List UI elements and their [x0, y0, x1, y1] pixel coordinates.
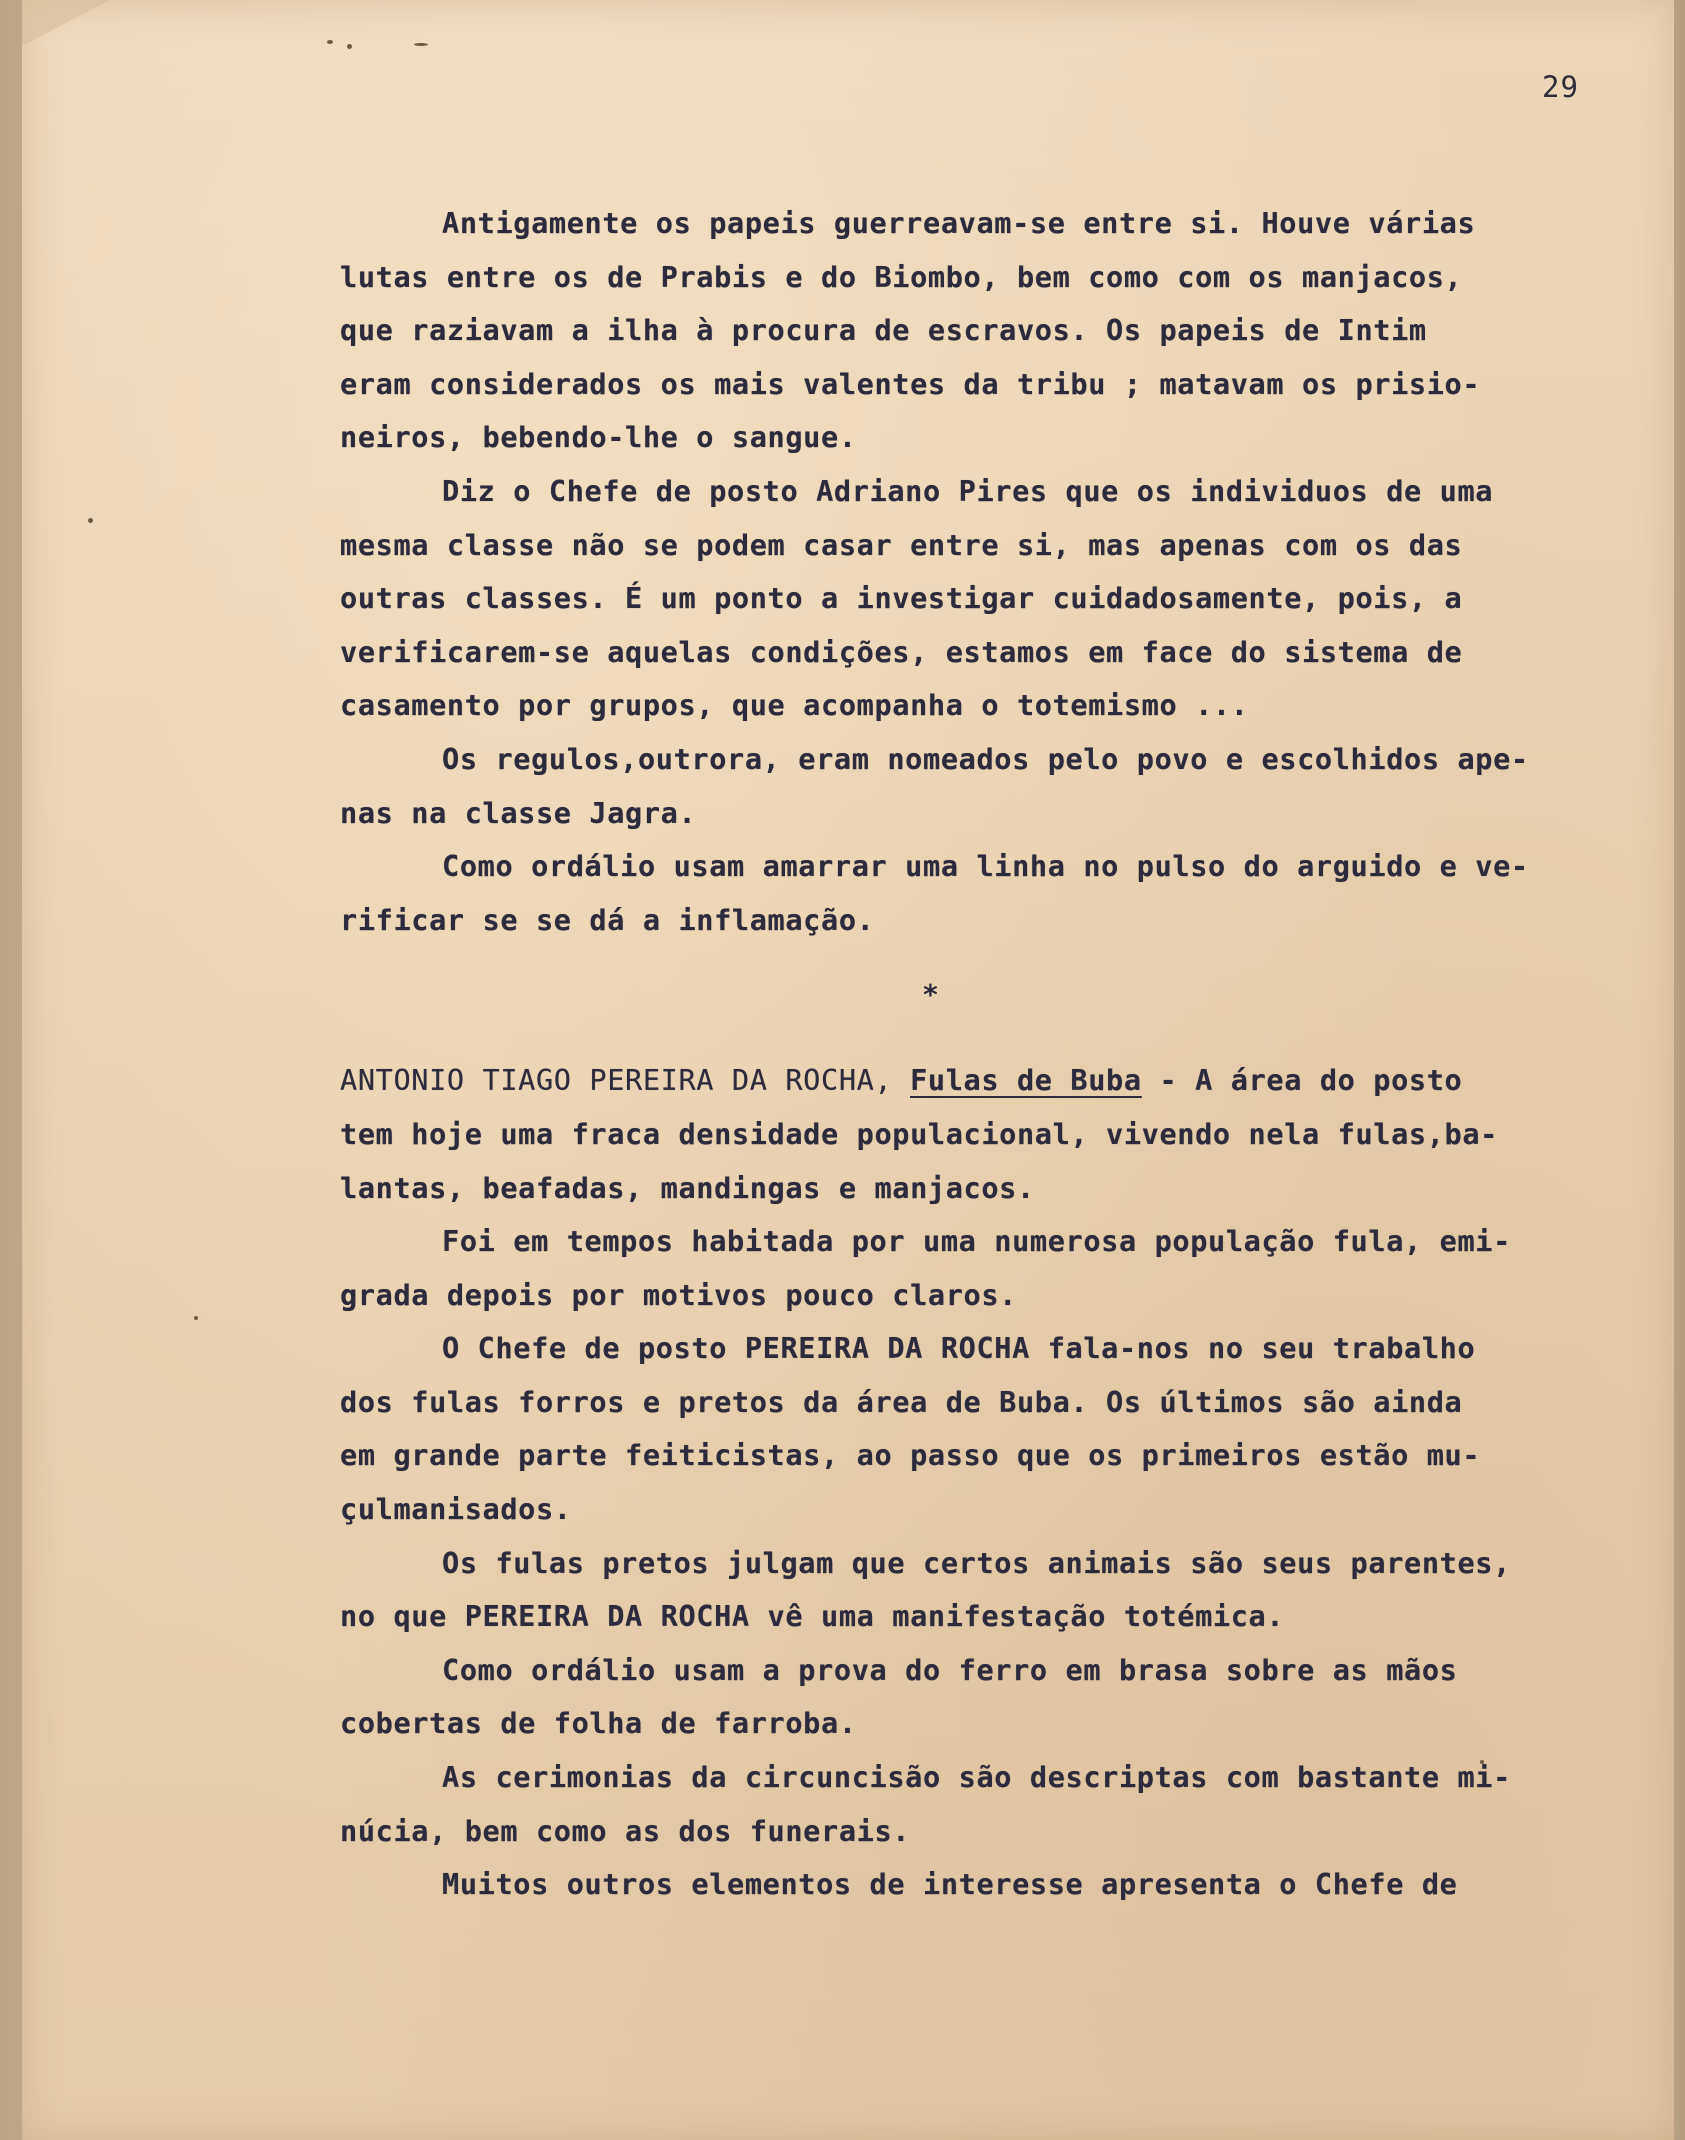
paragraph-fulas-de-buba [340, 1054, 1660, 1215]
text-line: núcia, bem como as dos funerais. [340, 1813, 911, 1848]
text-line: eram considerados os mais valentes da tribu ; matavam os prisio- [340, 366, 1481, 401]
paragraph-totemic-animals [340, 1537, 1660, 1644]
paragraph-ordalio-papeis [340, 840, 1660, 947]
section-separator-asterisk: * [922, 978, 940, 1012]
text-line: Antigamente os papeis guerreavam-se entre si. Houve várias [442, 206, 1476, 240]
text-line: Diz o Chefe de posto Adriano Pires que os individuos de uma [442, 473, 1494, 508]
paragraph-ordalio-fulas [340, 1644, 1660, 1751]
ink-speck [88, 518, 93, 523]
paragraph-regulos [340, 733, 1660, 840]
author-name: ANTONIO TIAGO PEREIRA DA ROCHA, [340, 1063, 893, 1098]
text-line: que raziavam a ilha à procura de escravos. Os papeis de Intim [340, 313, 1427, 348]
ink-speck [194, 1316, 198, 1320]
text-line: lutas entre os de Prabis e do Biombo, bem como com os manjacos, [340, 259, 1463, 294]
paragraph-pereira-da-rocha [340, 1322, 1660, 1536]
folded-corner [22, 0, 110, 46]
text-line: cobertas de folha de farroba. [340, 1706, 857, 1741]
text-line: mesma classe não se podem casar entre si, mas apenas com os das [340, 527, 1463, 562]
work-title: Fulas de Buba [910, 1063, 1142, 1098]
page-number: 29 [1542, 70, 1579, 104]
text-line: casamento por grupos, que acompanha o totemismo ... [340, 688, 1249, 723]
text-line: çulmanisados. [340, 1492, 572, 1527]
text-line: As cerimonias da circuncisão são descriptas com bastante mi- [442, 1760, 1511, 1795]
text-line: dos fulas forros e pretos da área de Buba. Os últimos são ainda [340, 1384, 1463, 1419]
text-line [340, 1054, 1660, 1108]
text-line: em grande parte feiticistas, ao passo que os primeiros estão mu- [340, 1438, 1481, 1473]
text-line: Os fulas pretos julgam que certos animais são seus parentes, [442, 1545, 1511, 1580]
text-line: O Chefe de posto PEREIRA DA ROCHA fala-nos no seu trabalho [442, 1331, 1476, 1366]
ink-speck [327, 40, 333, 44]
text-line: neiros, bebendo-lhe o sangue. [340, 420, 857, 455]
text-line: no que PEREIRA DA ROCHA vê uma manifestação totémica. [340, 1599, 1285, 1634]
paragraph-other-elements [340, 1858, 1660, 1912]
text-line: grada depois por motivos pouco claros. [340, 1277, 1017, 1312]
text-fragment: - A área do posto [1141, 1063, 1463, 1098]
text-line: Os regulos,outrora, eram nomeados pelo povo e escolhidos ape- [442, 741, 1529, 776]
document-body [340, 197, 1660, 1912]
text-line: tem hoje uma fraca densidade populacional, vivendo nela fulas,ba- [340, 1116, 1498, 1151]
text-line: Foi em tempos habitada por uma numerosa população fula, emi- [442, 1224, 1511, 1259]
text-line: lantas, beafadas, mandingas e manjacos. [340, 1170, 1035, 1205]
text-line: outras classes. É um ponto a investigar cuidadosamente, pois, a [340, 581, 1463, 616]
text-line: nas na classe Jagra. [340, 795, 697, 830]
paragraph-marriage-classes [340, 465, 1660, 733]
paragraph-ceremonies [340, 1751, 1660, 1858]
ink-speck [347, 44, 352, 49]
text-line: Muitos outros elementos de interesse apresenta o Chefe de [442, 1867, 1458, 1902]
text-line: rificar se se dá a inflamação. [340, 902, 875, 937]
ink-speck [414, 43, 428, 46]
paragraph-papeis-wars [340, 197, 1660, 465]
text-line: verificarem-se aquelas condições, estamos em face do sistema de [340, 634, 1463, 669]
paragraph-fula-population [340, 1215, 1660, 1322]
text-line: Como ordálio usam amarrar uma linha no pulso do arguido e ve- [442, 849, 1529, 884]
text-line: Como ordálio usam a prova do ferro em brasa sobre as mãos [442, 1652, 1458, 1687]
